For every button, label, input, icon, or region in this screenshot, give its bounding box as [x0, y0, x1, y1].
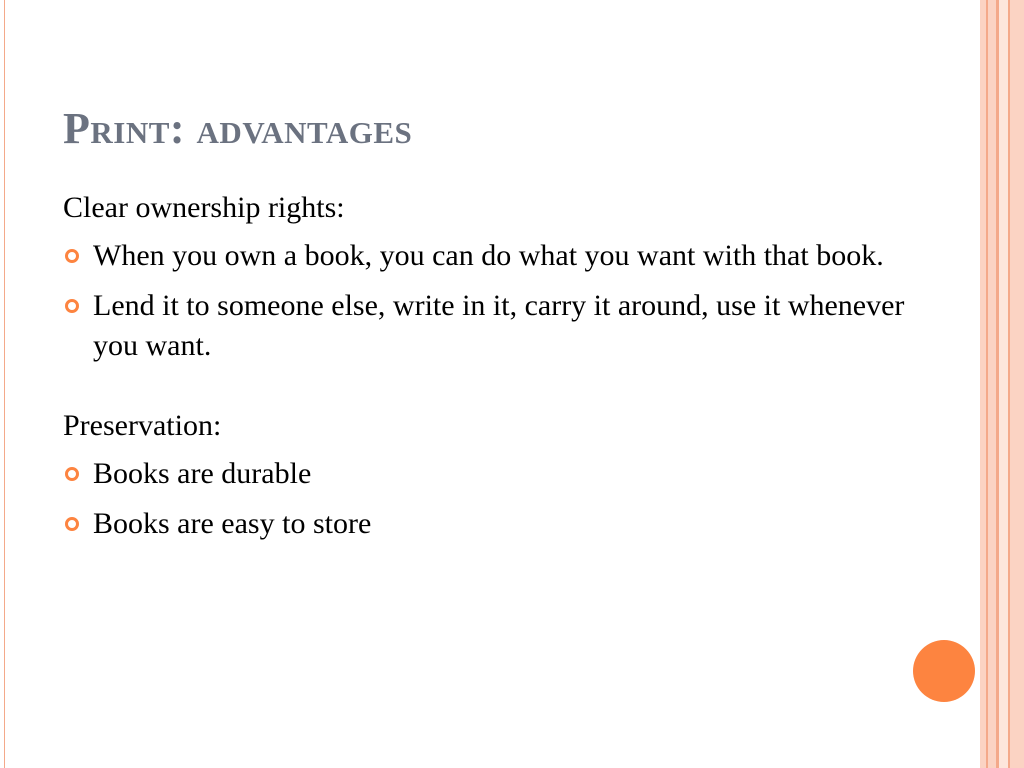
list-item: [63, 504, 923, 544]
bullet-text: Books are easy to store: [93, 507, 372, 540]
decorative-circle: [913, 640, 975, 702]
bullet-ring-icon: [65, 467, 79, 481]
section-heading-ownership: Clear ownership rights:: [63, 191, 345, 224]
section-heading-preservation: Preservation:: [63, 409, 222, 442]
list-item: [63, 236, 923, 276]
section-spacer: [63, 376, 923, 406]
left-border-line: [4, 0, 5, 768]
right-stripe: [988, 0, 996, 768]
bullet-ring-icon: [65, 249, 79, 263]
bullet-text: Books are durable: [93, 457, 312, 490]
list-item: [63, 454, 923, 494]
slide-body: [63, 188, 923, 554]
right-stripe: [999, 0, 1008, 768]
bullet-ring-icon: [65, 299, 79, 313]
bullet-ring-icon: [65, 517, 79, 531]
slide-title: Print: advantages: [63, 104, 413, 153]
list-item: [63, 286, 923, 366]
right-stripe: [1010, 0, 1024, 768]
bullet-text: Lend it to someone else, write in it, carry it around, use it whenever you want.: [93, 289, 905, 362]
bullet-text: When you own a book, you can do what you want with that book.: [93, 239, 884, 272]
